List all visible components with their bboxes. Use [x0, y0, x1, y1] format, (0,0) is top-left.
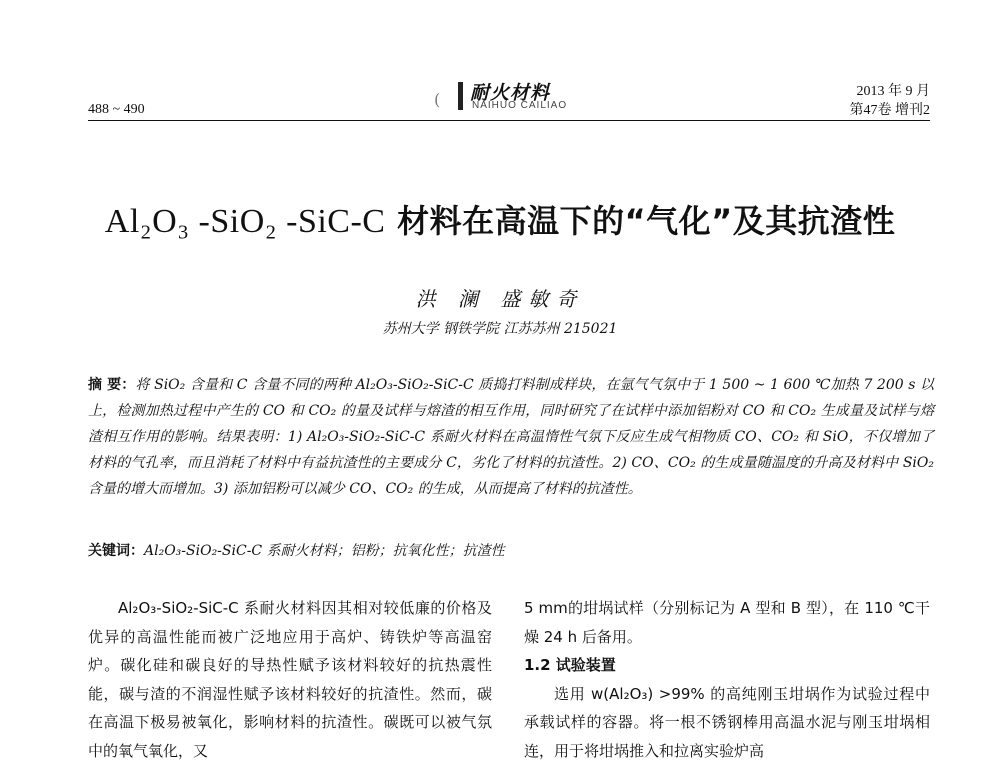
section-heading-1-2: 1.2 试验装置	[524, 651, 930, 680]
logo-arc-icon: (	[434, 90, 440, 109]
issue-date: 2013 年 9 月	[857, 80, 931, 100]
abstract-text: 将 SiO₂ 含量和 C 含量不同的两种 Al₂O₃-SiO₂-SiC-C 质捣打料制成样块，在氩气气氛中于 1 500 ~ 1 600 ℃加热 7 200 s 以上，检测加热过程中产生的 CO 和 CO₂ 的量及试样与熔渣的相互作用，同时研究了在试样中添加铝粉对 CO 和 CO₂ 生成量及试样与熔渣相互作用的影响。结果表明：1) Al₂O₃-SiO₂-SiC-C 系耐火材料在高温惰性气氛下反应生成气相物质 CO、CO₂ 和 SiO，不仅增加了材料的气孔率，而且消耗了材料中有益抗渣性的主要成分 C，劣化了材料的抗渣性。2) CO、CO₂ 的生成量随温度的升高及材料中 SiO₂ 含量的增大而增加。3) 添加铝粉可以减少 CO、CO₂ 的生成，从而提高了材料的抗渣性。	[88, 377, 934, 497]
affiliation: 苏州大学 钢铁学院 江苏苏州 215021	[0, 318, 1000, 338]
abstract	[88, 372, 934, 502]
header-rule	[88, 120, 930, 121]
authors: 洪 澜 盛敏奇	[0, 283, 1000, 312]
journal-name-en: NAIHUO CAILIAO	[472, 100, 567, 111]
body-left-column: Al₂O₃-SiO₂-SiC-C 系耐火材料因其相对较低廉的价格及优异的高温性能而被广泛地应用于高炉、铸铁炉等高温窑炉。碳化硅和碳良好的导热性赋予该材料较好的抗热震性能，碳与渣的不润湿性赋予该材料较好的抗渣性。然而，碳在高温下极易被氧化，影响材料的抗渣性。碳既可以被气氛中的氧气氧化，又	[88, 594, 492, 765]
body-right-column	[524, 594, 930, 765]
keywords-label: 关键词：	[88, 543, 144, 559]
right-paragraph-1: 5 mm的坩埚试样（分别标记为 A 型和 B 型），在 110 ℃干燥 24 h 后备用。	[524, 594, 930, 651]
keywords-text: Al₂O₃-SiO₂-SiC-C 系耐火材料；铝粉；抗氧化性；抗渣性	[144, 543, 505, 559]
journal-logo	[428, 76, 578, 116]
paper-title	[0, 196, 1000, 242]
page-range: 488 ~ 490	[88, 102, 145, 118]
journal-name-cn: 耐火材料	[470, 78, 550, 105]
logo-bar-icon	[458, 82, 463, 110]
title-text: 材料在高温下的“气化”及其抗渣性	[385, 202, 895, 240]
right-paragraph-2: 选用 w(Al₂O₃) >99% 的高纯刚玉坩埚作为试验过程中承载试样的容器。将一根不锈钢棒用高温水泥与刚玉坩埚相连，用于将坩埚推入和拉离实验炉高	[524, 680, 930, 765]
abstract-label: 摘 要：	[88, 377, 135, 393]
issue-volume: 第47卷 增刊2	[850, 99, 931, 119]
keywords	[88, 540, 934, 560]
title-formula: Al₂O₃ -SiO₂ -SiC-C	[105, 203, 386, 240]
